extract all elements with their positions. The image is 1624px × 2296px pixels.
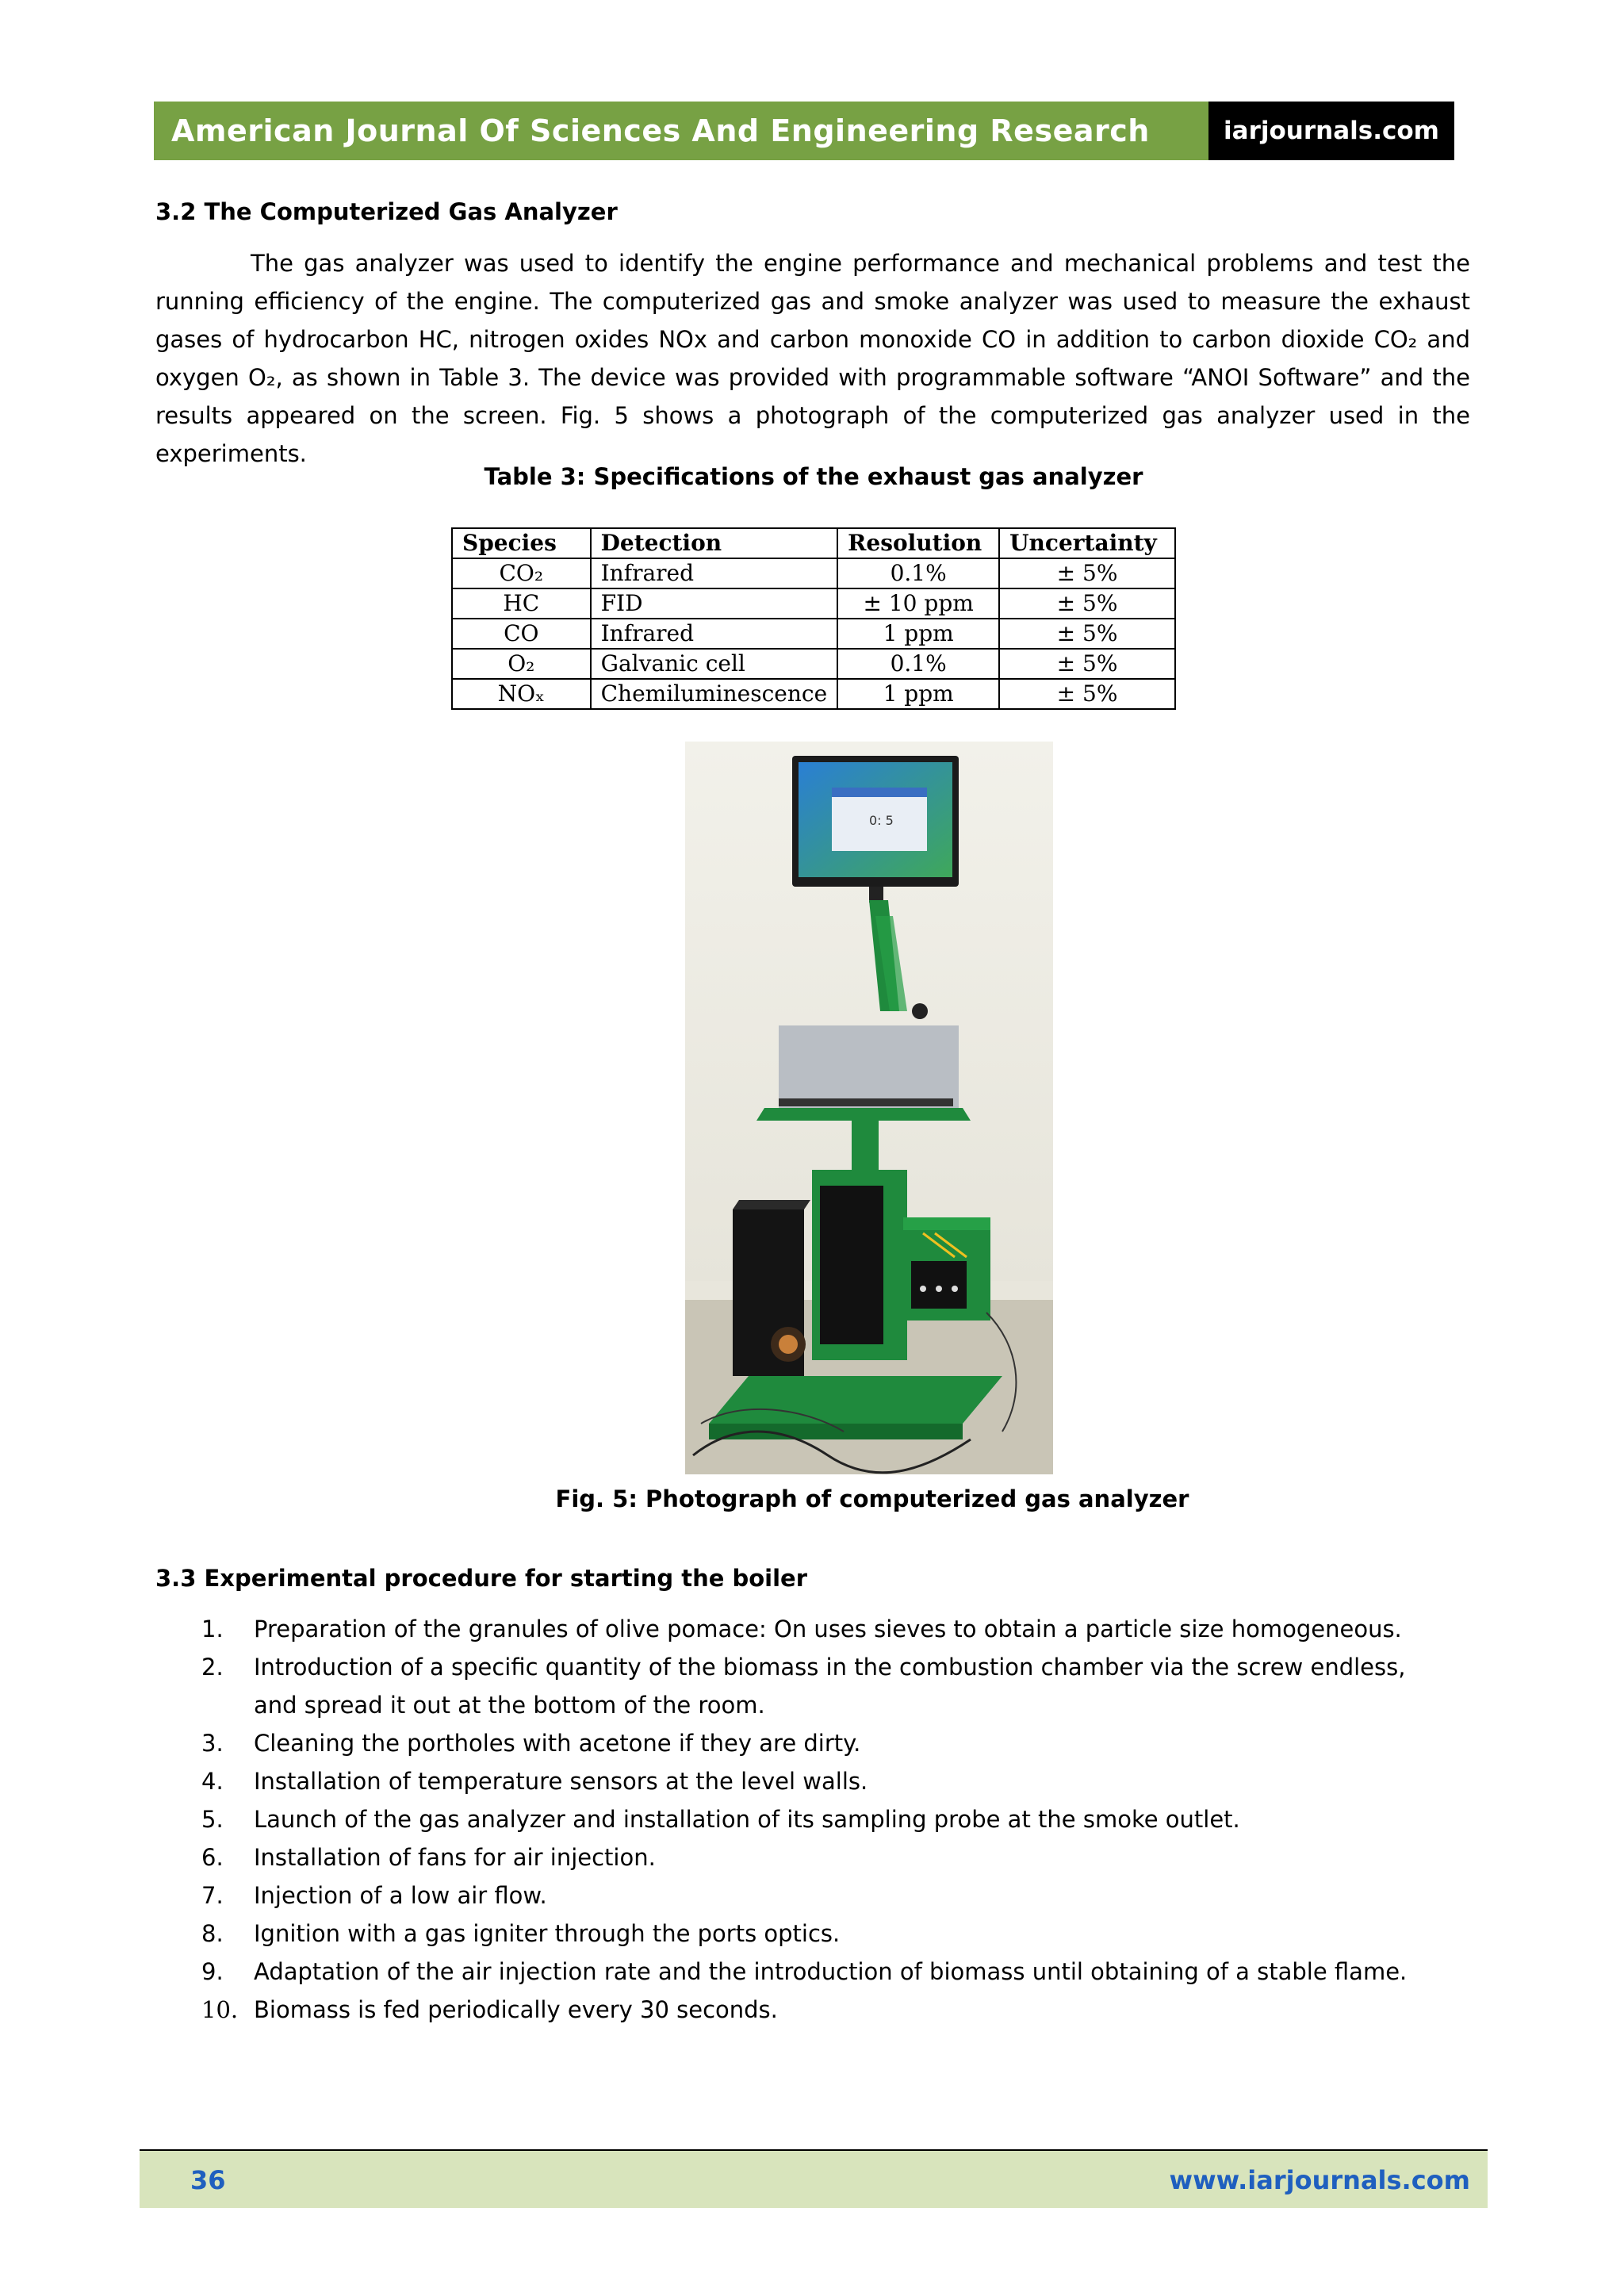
header-resolution: Resolution <box>837 528 999 558</box>
cell-detection: Galvanic cell <box>591 649 838 679</box>
list-item <box>155 1991 1456 2029</box>
list-number: 4. <box>201 1768 224 1795</box>
footer-url[interactable]: www.iarjournals.com <box>1169 2165 1470 2195</box>
header-uncertainty: Uncertainty <box>999 528 1175 558</box>
list-text: Adaptation of the air injection rate and the introduction of biomass until obtaining of a stable flame. <box>254 1958 1408 1985</box>
list-item <box>155 1838 1456 1876</box>
list-number: 3. <box>201 1730 224 1757</box>
list-number: 6. <box>201 1844 224 1871</box>
journal-header <box>154 102 1454 160</box>
cell-species: O₂ <box>452 649 591 679</box>
journal-title: American Journal Of Sciences And Engineering Research <box>154 102 1208 160</box>
list-number: 5. <box>201 1806 224 1833</box>
table-header-row <box>452 528 1175 558</box>
list-number: 8. <box>201 1920 224 1947</box>
table-row <box>452 619 1175 649</box>
page-footer <box>140 2149 1488 2208</box>
list-text: Ignition with a gas igniter through the ports optics. <box>254 1920 841 1947</box>
header-species: Species <box>452 528 591 558</box>
list-number: 1. <box>201 1616 224 1642</box>
spec-table <box>451 527 1176 710</box>
list-text: Cleaning the portholes with acetone if they are dirty. <box>254 1730 861 1757</box>
section-3-2-paragraph <box>155 244 1470 473</box>
table-row <box>452 558 1175 588</box>
cell-uncertainty: ± 5% <box>999 558 1175 588</box>
cell-species: HC <box>452 588 591 619</box>
cell-uncertainty: ± 5% <box>999 619 1175 649</box>
cell-species: CO₂ <box>452 558 591 588</box>
cell-detection: Infrared <box>591 558 838 588</box>
list-item <box>155 1876 1456 1915</box>
list-item <box>155 1648 1456 1724</box>
cell-detection: Chemiluminescence <box>591 679 838 709</box>
list-item <box>155 1800 1456 1838</box>
section-3-3-heading: 3.3 Experimental procedure for starting the boiler <box>155 1565 808 1592</box>
gas-analyzer-illustration <box>685 742 1053 1474</box>
table-row <box>452 649 1175 679</box>
list-text: Biomass is fed periodically every 30 seconds. <box>254 1996 778 2023</box>
cell-detection: Infrared <box>591 619 838 649</box>
cell-detection: FID <box>591 588 838 619</box>
list-item <box>155 1953 1456 1991</box>
list-item <box>155 1915 1456 1953</box>
gas-analyzer-photo <box>685 742 1053 1474</box>
journal-site: iarjournals.com <box>1208 102 1454 160</box>
cell-uncertainty: ± 5% <box>999 679 1175 709</box>
list-text: Installation of fans for air injection. <box>254 1844 656 1871</box>
list-item <box>155 1724 1456 1762</box>
cell-species: CO <box>452 619 591 649</box>
table-row <box>452 588 1175 619</box>
list-text: Preparation of the granules of olive pomace: On uses sieves to obtain a particle size homogeneous. <box>254 1616 1402 1642</box>
list-number: 10. <box>201 1996 239 2023</box>
page-number: 36 <box>190 2165 226 2195</box>
cell-uncertainty: ± 5% <box>999 649 1175 679</box>
list-item <box>155 1610 1456 1648</box>
list-number: 7. <box>201 1882 224 1909</box>
cell-resolution: 0.1% <box>837 649 999 679</box>
cell-resolution: ± 10 ppm <box>837 588 999 619</box>
procedure-list <box>155 1610 1456 2029</box>
cell-resolution: 1 ppm <box>837 619 999 649</box>
section-3-2-text: The gas analyzer was used to identify the engine performance and mechanical problems and test the running efficiency of the engine. The computerized gas and smoke analyzer was used to measure the exhaust gases of hydrocarbon HC, nitrogen oxides NOx and carbon monoxide CO in addition to carbon dioxide CO₂ and oxygen O₂, as shown in Table 3. The device was provided with programmable software “ANOI Software” and the results appeared on the screen. Fig. 5 shows a photograph of the computerized gas analyzer used in the experiments. <box>155 250 1470 467</box>
list-text: Injection of a low air flow. <box>254 1882 547 1909</box>
table-3-caption: Table 3: Specifications of the exhaust gas analyzer <box>484 463 1143 490</box>
figure-5-caption: Fig. 5: Photograph of computerized gas analyzer <box>555 1485 1189 1512</box>
monitor-readout: 0: 5 <box>869 813 894 828</box>
cell-resolution: 0.1% <box>837 558 999 588</box>
list-text: Launch of the gas analyzer and installation of its sampling probe at the smoke outlet. <box>254 1806 1240 1833</box>
table-row <box>452 679 1175 709</box>
section-3-2-heading: 3.2 The Computerized Gas Analyzer <box>155 198 618 225</box>
list-item <box>155 1762 1456 1800</box>
cell-species: NOₓ <box>452 679 591 709</box>
list-number: 9. <box>201 1958 224 1985</box>
cell-uncertainty: ± 5% <box>999 588 1175 619</box>
cell-resolution: 1 ppm <box>837 679 999 709</box>
list-number: 2. <box>201 1654 224 1681</box>
list-text: Installation of temperature sensors at the level walls. <box>254 1768 868 1795</box>
list-text: Introduction of a specific quantity of the biomass in the combustion chamber via the screw endless, and spread it out at the bottom of the room. <box>254 1654 1406 1719</box>
header-detection: Detection <box>591 528 838 558</box>
